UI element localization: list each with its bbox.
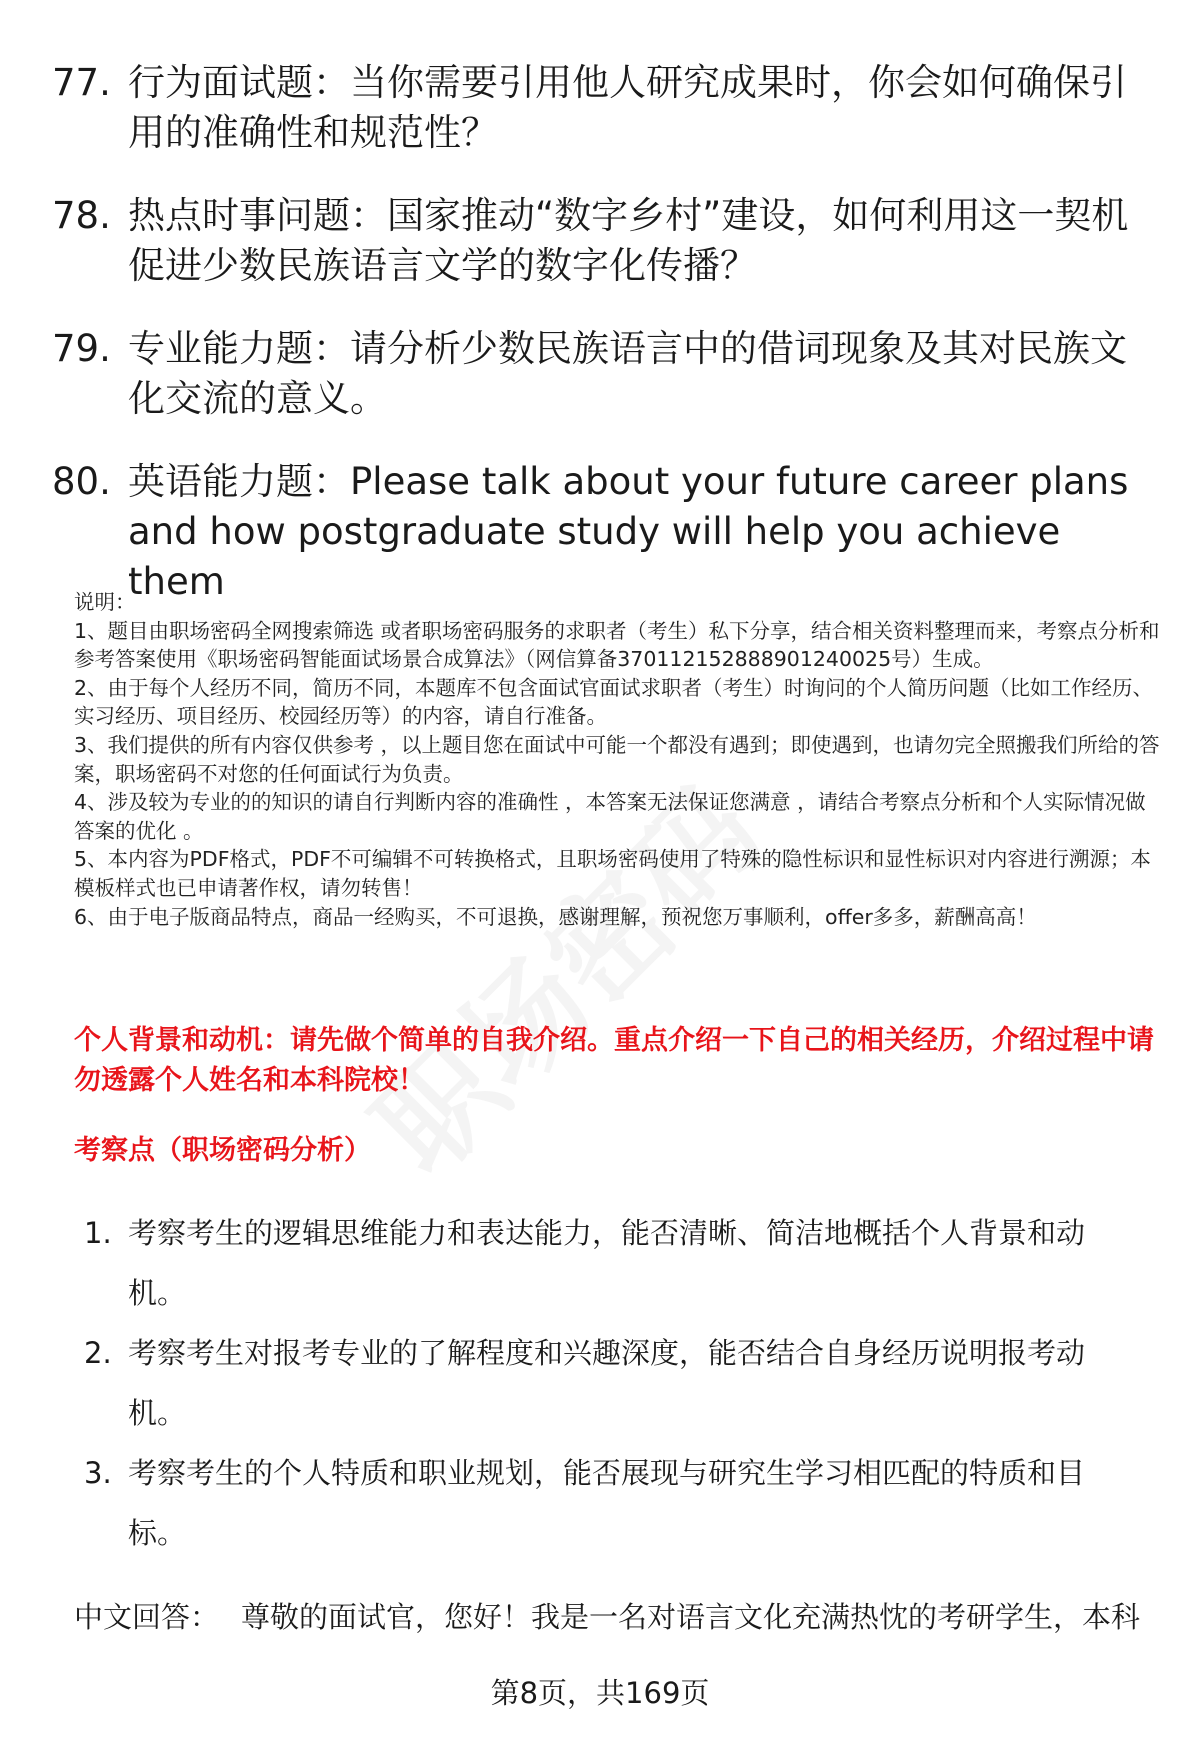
question-number: 77. (52, 61, 111, 104)
question-item (52, 457, 1142, 607)
analysis-list (84, 1203, 1124, 1563)
analysis-number: 3. (84, 1456, 112, 1490)
analysis-item (84, 1203, 1124, 1323)
analysis-heading: 考察点（职场密码分析） (74, 1135, 371, 1166)
question-text: 专业能力题：请分析少数民族语言中的借词现象及其对民族文化交流的意义。 (128, 327, 1127, 420)
notes-title: 说明： (74, 590, 136, 614)
note-item: 6、由于电子版商品特点，商品一经购买，不可退换，感谢理解，预祝您万事顺利，offer多多，薪酬高高！ (74, 904, 1037, 929)
analysis-text: 考察考生对报考专业的了解程度和兴趣深度，能否结合自身经历说明报考动机。 (128, 1336, 1086, 1430)
answer-text: 尊敬的面试官，您好！我是一名对语言文化充满热忱的考研学生，本科 (241, 1600, 1141, 1634)
question-item (52, 191, 1142, 291)
question-number: 79. (52, 327, 111, 370)
note-item: 1、题目由职场密码全网搜索筛选 或者职场密码服务的求职者（考生）私下分享，结合相关资料整理而来，考察点分析和参考答案使用《职场密码智能面试场景合成算法》（网信算备370112152888901240025号）生成。 (74, 618, 1160, 672)
question-text: 行为面试题：当你需要引用他人研究成果时，你会如何确保引用的准确性和规范性？ (128, 61, 1127, 154)
analysis-text: 考察考生的逻辑思维能力和表达能力，能否清晰、简洁地概括个人背景和动机。 (128, 1216, 1086, 1310)
analysis-item (84, 1443, 1124, 1563)
question-list (52, 58, 1142, 640)
analysis-number: 2. (84, 1336, 112, 1370)
question-item (52, 58, 1142, 158)
note-item: 3、我们提供的所有内容仅供参考 ，以上题目您在面试中可能一个都没有遇到；即使遇到，也请勿完全照搬我们所给的答案，职场密码不对您的任何面试行为负责。 (74, 732, 1160, 786)
notes-section (74, 588, 1160, 931)
analysis-number: 1. (84, 1216, 112, 1250)
note-item: 4、涉及较为专业的的知识的请自行判断内容的准确性 ，本答案无法保证您满意 ，请结合考察点分析和个人实际情况做答案的优化 。 (74, 790, 1146, 843)
background-question-heading: 个人背景和动机：请先做个简单的自我介绍。重点介绍一下自己的相关经历，介绍过程中请勿透露个人姓名和本科院校！ (74, 1025, 1154, 1096)
question-number: 78. (52, 194, 111, 237)
question-number: 80. (52, 460, 111, 503)
page-footer: 第8页，共169页 (490, 1676, 710, 1710)
note-item: 5、本内容为PDF格式，PDF不可编辑不可转换格式，且职场密码使用了特殊的隐性标识和显性标识对内容进行溯源；本模板样式也已申请著作权，请勿转售！ (74, 847, 1151, 900)
question-item (52, 324, 1142, 424)
analysis-item (84, 1323, 1124, 1443)
answer-label: 中文回答： (74, 1600, 220, 1634)
question-text: 热点时事问题：国家推动“数字乡村”建设，如何利用这一契机促进少数民族语言文学的数字化传播？ (128, 194, 1129, 287)
analysis-text: 考察考生的个人特质和职业规划，能否展现与研究生学习相匹配的特质和目标。 (128, 1456, 1086, 1550)
question-text: 英语能力题：Please talk about your future career plans and how postgraduate study will help you achieve them (128, 460, 1129, 603)
note-item: 2、由于每个人经历不同，简历不同，本题库不包含面试官面试求职者（考生）时询问的个人简历问题（比如工作经历、实习经历、项目经历、校园经历等）的内容，请自行准备。 (74, 675, 1154, 729)
answer-paragraph (74, 1592, 1174, 1642)
